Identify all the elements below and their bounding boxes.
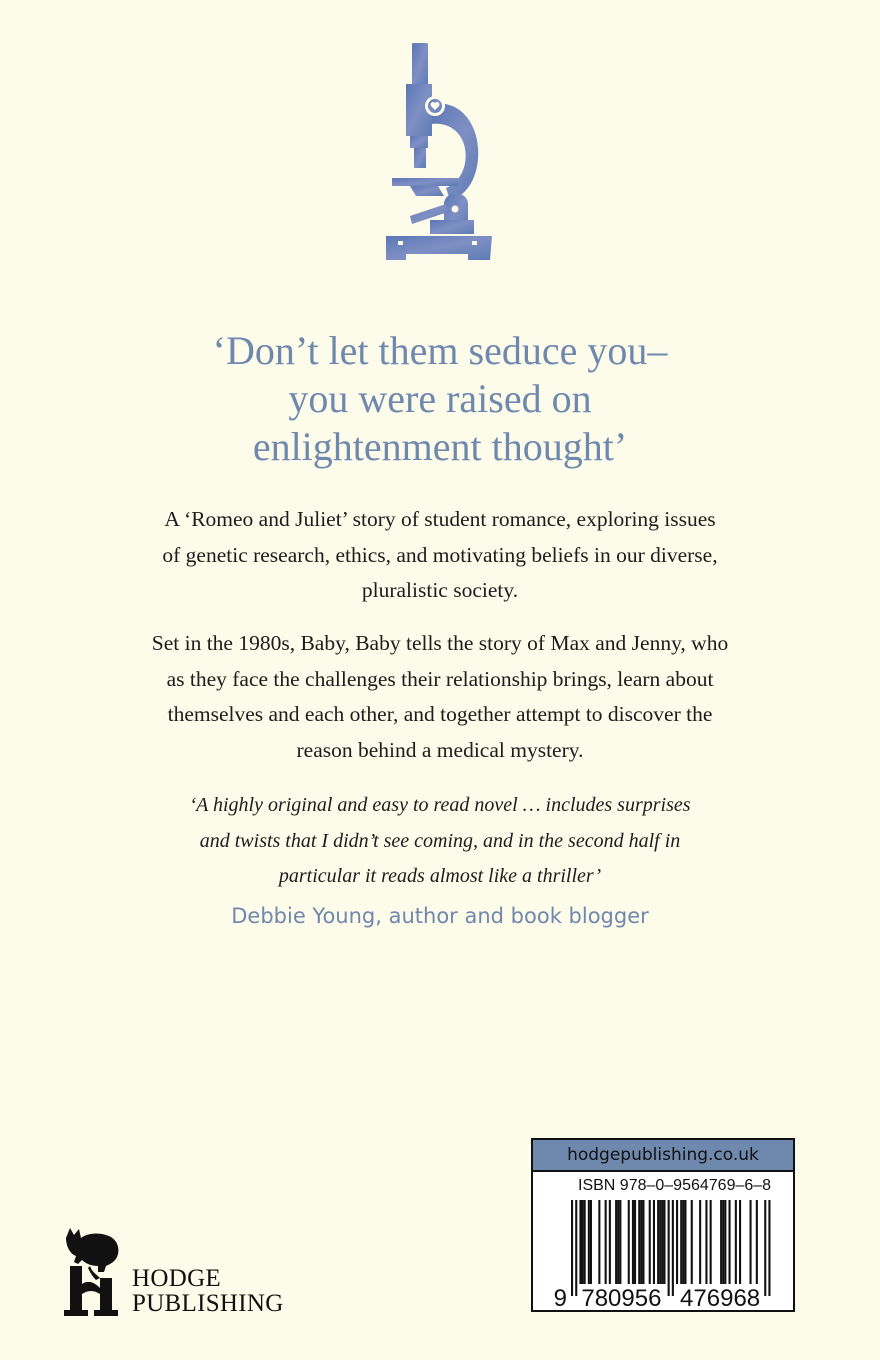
blurb-line: A ‘Romeo and Juliet’ story of student romance, exploring issues [164,507,716,531]
barcode-bar [680,1200,682,1284]
barcode-bar [720,1200,722,1284]
barcode-bar [588,1200,590,1284]
blurb-paragraph-2 [110,626,770,768]
blurb-line: pluralistic society. [361,578,519,602]
publisher-website: hodgepublishing.co.uk [533,1140,793,1172]
barcode-bar [699,1200,701,1284]
barcode-bar [579,1200,581,1284]
barcode-bar [729,1200,731,1284]
barcode-bar [638,1200,640,1284]
barcode-bar [756,1200,758,1284]
barcode-bar [764,1200,766,1296]
barcode-bar [634,1200,636,1284]
barcode-bar [653,1200,655,1284]
blurb-line: Set in the 1980s, Baby, Baby tells the story of Max and Jenny, who [151,631,729,655]
barcode-bar [640,1200,642,1284]
barcode-bar [710,1200,712,1284]
blurb-line: themselves and each other, and together attempt to discover the [167,702,713,726]
pull-quote-line: enlightenment thought’ [252,424,628,469]
publisher-logo [62,1226,302,1322]
barcode-bar [668,1200,670,1296]
barcode-bar [605,1200,607,1284]
review-line: ‘A highly original and easy to read novel … includes surprises [189,794,691,816]
barcode-bar [722,1200,724,1284]
barcode-bar [691,1200,693,1284]
barcode-digits: 476968 [680,1285,761,1312]
isbn-label: ISBN 978–0–9564769–6–8 [578,1177,772,1194]
pull-quote [0,327,880,471]
barcode-bar [676,1200,678,1284]
blurb-line: reason behind a medical mystery. [296,737,584,762]
barcode-bar [632,1200,634,1284]
barcode-bar [663,1200,665,1284]
barcode-bar [768,1200,770,1296]
publisher-name [132,1266,284,1316]
barcode-digits: 780956 [581,1285,662,1312]
barcode-bar [684,1200,686,1284]
barcode-bar [609,1200,611,1284]
barcode-bar [571,1200,573,1296]
barcode-bar [724,1200,726,1284]
blurb-line: as they face the challenges their relationship brings, learn about [166,666,714,691]
review-line: and twists that I didn’t see coming, and in the second half in [199,829,681,852]
barcode-bar [739,1200,741,1284]
barcode-digits: 9 [553,1285,567,1312]
barcode-bar [659,1200,661,1284]
barcode-bar [735,1200,737,1284]
barcode-bar [642,1200,644,1284]
cat-on-tree-letter-h-icon [62,1226,128,1318]
barcode-bar [649,1200,651,1284]
pull-quote-line: ‘Don’t let them seduce you– [212,328,668,373]
barcode-bar [619,1200,621,1284]
barcode-bar [575,1200,577,1296]
barcode-bar [590,1200,592,1284]
barcode-bar [628,1200,630,1284]
publisher-name-line-1: HODGE [132,1265,221,1292]
barcode-bar [598,1200,600,1284]
barcode-bar [661,1200,663,1284]
barcode-bar [682,1200,684,1284]
barcode-bar [584,1200,586,1284]
pull-quote-line: you were raised on [288,376,592,421]
barcode-bar [657,1200,659,1284]
review-quote [110,788,770,895]
barcode-bar [617,1200,619,1284]
barcode-panel [531,1138,795,1312]
barcode-bar [750,1200,752,1284]
blurb-paragraph-1 [110,502,770,609]
barcode-bar [705,1200,707,1284]
barcode-bar [582,1200,584,1284]
microscope-heart-icon [380,40,500,264]
barcode-bar [615,1200,617,1284]
blurb-line: of genetic research, ethics, and motivating beliefs in our diverse, [162,542,718,567]
publisher-name-line-2: PUBLISHING [132,1290,284,1317]
review-line: particular it reads almost like a thriller’ [278,865,602,887]
isbn-barcode [555,1200,785,1310]
review-attribution: Debbie Young, author and book blogger [231,904,649,928]
barcode-bar [672,1200,674,1296]
